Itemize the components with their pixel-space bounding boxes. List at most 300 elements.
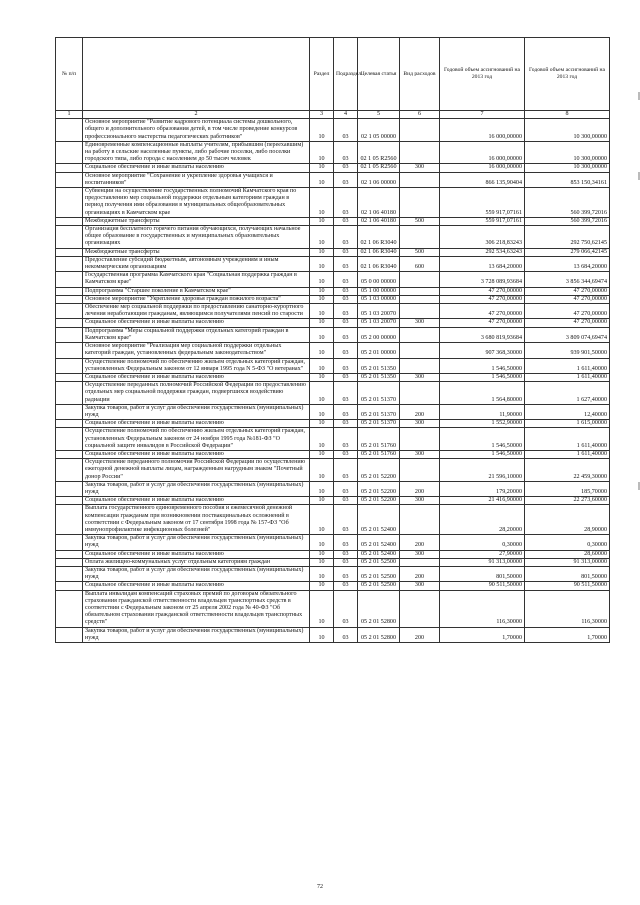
row-celevaya-cell: 02 1 05 00000 — [358, 119, 400, 142]
row-amount-2013-cell: 306 218,83243 — [440, 226, 525, 249]
row-vid-cell: 200 — [400, 566, 440, 581]
header-razdel: Раздел — [310, 38, 334, 111]
row-razdel-cell: 10 — [310, 343, 334, 358]
row-podrazdel-cell: 03 — [334, 382, 358, 405]
column-number: 5 — [358, 111, 400, 119]
row-name-cell: Основное мероприятие "Сохранение и укрепление здоровья учащихся и воспитанников" — [83, 172, 310, 187]
row-name-cell: Основное мероприятие "Развитие кадрового потенциала системы дошкольного, общего и дополнительного образования детей, в том числе проведение конкурсов профессионального мастерства педагогических работников" — [83, 119, 310, 142]
row-name-cell: Социальное обеспечение и иные выплаты населению — [83, 164, 310, 172]
row-podrazdel-cell: 03 — [334, 248, 358, 256]
table-row — [56, 566, 610, 581]
column-number: 8 — [525, 111, 610, 119]
row-number-cell — [56, 287, 83, 295]
row-razdel-cell: 10 — [310, 497, 334, 505]
row-vid-cell: 300 — [400, 550, 440, 558]
row-celevaya-cell: 02 1 06 40180 — [358, 188, 400, 218]
row-number-cell — [56, 358, 83, 373]
budget-table — [55, 37, 610, 643]
row-number-cell — [56, 256, 83, 271]
row-razdel-cell: 10 — [310, 558, 334, 566]
table-row — [56, 590, 610, 627]
row-amount-2013-cell: 13 684,20000 — [440, 256, 525, 271]
row-razdel-cell: 10 — [310, 582, 334, 590]
row-podrazdel-cell: 03 — [334, 550, 358, 558]
row-podrazdel-cell: 03 — [334, 217, 358, 225]
row-amount-2013-cell: 11,90000 — [440, 404, 525, 419]
row-amount-2014-cell: 47 270,00000 — [525, 304, 610, 319]
row-amount-2013-cell: 116,30000 — [440, 590, 525, 627]
row-name-cell: Выплата государственного единовременного пособия и ежемесячной денежной компенсации гражданам при возникновении поствакцинальных осложнений в соответствии с Федеральным законом от 17 сентября 1998 года № 157-ФЗ "Об иммунопрофилактике инфекционных болезней" — [83, 505, 310, 535]
row-number-cell — [56, 327, 83, 342]
row-celevaya-cell: 05 2 01 00000 — [358, 343, 400, 358]
row-vid-cell: 300 — [400, 164, 440, 172]
row-vid-cell: 300 — [400, 497, 440, 505]
table-row — [56, 505, 610, 535]
row-razdel-cell: 10 — [310, 256, 334, 271]
row-number-cell — [56, 226, 83, 249]
row-razdel-cell: 10 — [310, 459, 334, 482]
row-amount-2014-cell: 10 300,00000 — [525, 141, 610, 164]
row-vid-cell: 300 — [400, 450, 440, 458]
row-celevaya-cell: 05 2 01 51350 — [358, 358, 400, 373]
row-vid-cell: 600 — [400, 256, 440, 271]
row-celevaya-cell: 05 1 03 20070 — [358, 304, 400, 319]
row-celevaya-cell: 05 2 01 52500 — [358, 582, 400, 590]
row-vid-cell: 500 — [400, 217, 440, 225]
row-vid-cell: 300 — [400, 420, 440, 428]
row-amount-2014-cell: 1 611,40000 — [525, 373, 610, 381]
row-amount-2014-cell: 560 399,72016 — [525, 188, 610, 218]
row-number-cell — [56, 172, 83, 187]
row-razdel-cell: 10 — [310, 358, 334, 373]
row-name-cell: Социальное обеспечение и иные выплаты населению — [83, 319, 310, 327]
row-name-cell: Осуществление полномочий по обеспечению жильем отдельных категорий граждан, установленных Федеральным законом от 24 ноября 1995 года №181-ФЗ "О социальной защите инвалидов в Российской Федерации" — [83, 428, 310, 451]
row-razdel-cell: 10 — [310, 327, 334, 342]
row-celevaya-cell: 05 1 00 00000 — [358, 287, 400, 295]
row-celevaya-cell: 02 1 06 R3040 — [358, 226, 400, 249]
row-number-cell — [56, 497, 83, 505]
table-row — [56, 119, 610, 142]
row-name-cell: Осуществление переданных полномочий Российской Федерации по предоставлению отдельных мер социальной поддержки граждан, подвергшихся воздействию радиации — [83, 382, 310, 405]
header-num: № п/п — [56, 38, 83, 111]
row-amount-2014-cell: 3 856 344,69474 — [525, 272, 610, 287]
row-name-cell: Закупка товаров, работ и услуг для обеспечения государственных (муниципальных) нужд — [83, 481, 310, 496]
table-row — [56, 358, 610, 373]
row-number-cell — [56, 582, 83, 590]
row-number-cell — [56, 382, 83, 405]
row-podrazdel-cell: 03 — [334, 226, 358, 249]
row-podrazdel-cell: 03 — [334, 404, 358, 419]
row-name-cell: Социальное обеспечение и иные выплаты населению — [83, 582, 310, 590]
row-amount-2013-cell: 1 546,50000 — [440, 450, 525, 458]
row-amount-2014-cell: 185,70000 — [525, 481, 610, 496]
row-vid-cell — [400, 327, 440, 342]
row-razdel-cell: 10 — [310, 550, 334, 558]
row-vid-cell — [400, 226, 440, 249]
row-amount-2013-cell: 1 546,50000 — [440, 428, 525, 451]
row-celevaya-cell: 02 1 05 R2560 — [358, 164, 400, 172]
row-razdel-cell: 10 — [310, 188, 334, 218]
row-podrazdel-cell: 03 — [334, 481, 358, 496]
row-podrazdel-cell: 03 — [334, 304, 358, 319]
row-name-cell: Социальное обеспечение и иные выплаты населению — [83, 450, 310, 458]
row-razdel-cell: 10 — [310, 627, 334, 642]
row-number-cell — [56, 505, 83, 535]
row-amount-2014-cell: 292 750,62145 — [525, 226, 610, 249]
row-razdel-cell: 10 — [310, 172, 334, 187]
column-number: 6 — [400, 111, 440, 119]
page-number: 72 — [317, 884, 323, 890]
row-number-cell — [56, 141, 83, 164]
row-podrazdel-cell: 03 — [334, 450, 358, 458]
row-celevaya-cell: 05 2 01 52200 — [358, 497, 400, 505]
row-celevaya-cell: 05 1 03 20070 — [358, 319, 400, 327]
row-amount-2014-cell: 116,30000 — [525, 590, 610, 627]
row-podrazdel-cell: 03 — [334, 582, 358, 590]
row-podrazdel-cell: 03 — [334, 188, 358, 218]
row-number-cell — [56, 295, 83, 303]
table-row — [56, 535, 610, 550]
row-razdel-cell: 10 — [310, 505, 334, 535]
row-podrazdel-cell: 03 — [334, 459, 358, 482]
row-number-cell — [56, 566, 83, 581]
row-celevaya-cell: 05 2 01 52400 — [358, 550, 400, 558]
row-amount-2014-cell: 28,60000 — [525, 550, 610, 558]
row-number-cell — [56, 627, 83, 642]
row-podrazdel-cell: 03 — [334, 497, 358, 505]
row-amount-2014-cell: 90 511,50000 — [525, 582, 610, 590]
row-amount-2013-cell: 47 270,00000 — [440, 295, 525, 303]
table-row — [56, 304, 610, 319]
row-amount-2014-cell: 12,40000 — [525, 404, 610, 419]
row-amount-2013-cell: 1 552,90000 — [440, 420, 525, 428]
row-name-cell: Единовременные компенсационные выплаты учителям, прибывшим (переехавшим) на работу в сельские населенные пункты, либо рабочие поселки, либо поселки городского типа, либо города с населением до 50 тысяч человек — [83, 141, 310, 164]
row-vid-cell — [400, 287, 440, 295]
row-amount-2013-cell: 3 680 819,93684 — [440, 327, 525, 342]
row-razdel-cell: 10 — [310, 217, 334, 225]
row-celevaya-cell: 02 1 06 40180 — [358, 217, 400, 225]
row-amount-2014-cell: 1 611,40000 — [525, 358, 610, 373]
table-row — [56, 164, 610, 172]
header-year-2014: Годовой объем ассигнований на 2013 год — [525, 38, 610, 111]
table-row — [56, 287, 610, 295]
table-row — [56, 558, 610, 566]
row-amount-2013-cell: 16 000,00000 — [440, 141, 525, 164]
row-celevaya-cell: 05 2 01 52200 — [358, 459, 400, 482]
row-amount-2013-cell: 866 135,90404 — [440, 172, 525, 187]
row-name-cell: Осуществление переданного полномочия Российской Федерации по осуществлению ежегодной денежной выплаты лицам, награжденным нагрудным знаком "Почетный донор России" — [83, 459, 310, 482]
row-vid-cell — [400, 428, 440, 451]
row-celevaya-cell: 05 2 01 52200 — [358, 481, 400, 496]
row-celevaya-cell: 05 2 01 52500 — [358, 558, 400, 566]
row-podrazdel-cell: 03 — [334, 256, 358, 271]
column-number: 7 — [440, 111, 525, 119]
row-celevaya-cell: 05 2 01 51760 — [358, 428, 400, 451]
row-podrazdel-cell: 03 — [334, 428, 358, 451]
row-razdel-cell: 10 — [310, 141, 334, 164]
table-body — [56, 119, 610, 643]
row-vid-cell: 300 — [400, 582, 440, 590]
row-celevaya-cell: 05 2 00 00000 — [358, 327, 400, 342]
row-name-cell: Закупка товаров, работ и услуг для обеспечения государственных (муниципальных) нужд — [83, 404, 310, 419]
row-name-cell: Социальное обеспечение и иные выплаты населению — [83, 497, 310, 505]
row-celevaya-cell: 05 2 01 52800 — [358, 590, 400, 627]
row-amount-2014-cell: 47 270,00000 — [525, 319, 610, 327]
row-number-cell — [56, 304, 83, 319]
row-celevaya-cell: 05 2 01 52400 — [358, 535, 400, 550]
row-name-cell: Межбюджетные трансферты — [83, 217, 310, 225]
row-amount-2014-cell: 1 615,00000 — [525, 420, 610, 428]
row-amount-2013-cell: 0,30000 — [440, 535, 525, 550]
row-podrazdel-cell: 03 — [334, 119, 358, 142]
row-podrazdel-cell: 03 — [334, 373, 358, 381]
row-amount-2013-cell: 27,90000 — [440, 550, 525, 558]
row-name-cell: Социальное обеспечение и иные выплаты населению — [83, 420, 310, 428]
row-name-cell: Основное мероприятие "Реализация мер социальной поддержки отдельных категорий граждан, установленных федеральным законодательством" — [83, 343, 310, 358]
row-vid-cell — [400, 188, 440, 218]
table-row — [56, 188, 610, 218]
row-celevaya-cell: 05 2 01 52800 — [358, 627, 400, 642]
row-name-cell: Социальное обеспечение и иные выплаты населению — [83, 373, 310, 381]
row-razdel-cell: 10 — [310, 295, 334, 303]
row-name-cell: Закупка товаров, работ и услуг для обеспечения государственных (муниципальных) нужд — [83, 535, 310, 550]
table-row — [56, 226, 610, 249]
row-number-cell — [56, 558, 83, 566]
row-amount-2013-cell: 292 534,63243 — [440, 248, 525, 256]
row-name-cell: Закупка товаров, работ и услуг для обеспечения государственных (муниципальных) нужд — [83, 627, 310, 642]
row-vid-cell — [400, 343, 440, 358]
row-razdel-cell: 10 — [310, 404, 334, 419]
row-amount-2014-cell: 10 300,00000 — [525, 119, 610, 142]
table-row — [56, 627, 610, 642]
table-row — [56, 272, 610, 287]
row-number-cell — [56, 535, 83, 550]
row-amount-2014-cell: 22 273,60000 — [525, 497, 610, 505]
row-amount-2014-cell: 1 611,40000 — [525, 450, 610, 458]
row-vid-cell — [400, 119, 440, 142]
row-number-cell — [56, 428, 83, 451]
table-row — [56, 172, 610, 187]
row-amount-2014-cell: 0,30000 — [525, 535, 610, 550]
header-celevaya-statya: Целевая статья — [358, 38, 400, 111]
table-row — [56, 248, 610, 256]
column-number: 2 — [83, 111, 310, 119]
table-row — [56, 404, 610, 419]
row-name-cell: Подпрограмма "Меры социальной поддержки отдельных категорий граждан в Камчатском крае" — [83, 327, 310, 342]
column-number-row — [56, 111, 610, 119]
row-vid-cell — [400, 304, 440, 319]
row-podrazdel-cell: 03 — [334, 295, 358, 303]
row-amount-2013-cell: 16 000,00000 — [440, 164, 525, 172]
row-amount-2013-cell: 3 728 089,93684 — [440, 272, 525, 287]
row-celevaya-cell: 05 2 01 51370 — [358, 382, 400, 405]
row-amount-2013-cell: 559 917,07161 — [440, 217, 525, 225]
row-podrazdel-cell: 03 — [334, 319, 358, 327]
row-amount-2013-cell: 16 000,00000 — [440, 119, 525, 142]
header-podrazdel: Подраздел — [334, 38, 358, 111]
row-razdel-cell: 10 — [310, 450, 334, 458]
row-amount-2013-cell: 907 368,30000 — [440, 343, 525, 358]
row-number-cell — [56, 373, 83, 381]
row-number-cell — [56, 217, 83, 225]
row-number-cell — [56, 119, 83, 142]
row-razdel-cell: 10 — [310, 428, 334, 451]
row-vid-cell — [400, 382, 440, 405]
row-vid-cell: 200 — [400, 627, 440, 642]
row-name-cell: Обеспечение мер социальной поддержки по предоставлению санаторно-курортного лечения неработающим гражданам, являющимся получателями пенсий по старости — [83, 304, 310, 319]
row-number-cell — [56, 590, 83, 627]
row-number-cell — [56, 343, 83, 358]
row-razdel-cell: 10 — [310, 590, 334, 627]
row-number-cell — [56, 272, 83, 287]
column-number: 3 — [310, 111, 334, 119]
row-podrazdel-cell: 03 — [334, 141, 358, 164]
row-razdel-cell: 10 — [310, 287, 334, 295]
table-row — [56, 550, 610, 558]
table-row — [56, 459, 610, 482]
row-razdel-cell: 10 — [310, 248, 334, 256]
row-amount-2013-cell: 28,20000 — [440, 505, 525, 535]
row-celevaya-cell: 05 2 01 51370 — [358, 420, 400, 428]
row-amount-2014-cell: 3 809 074,69474 — [525, 327, 610, 342]
row-razdel-cell: 10 — [310, 226, 334, 249]
row-celevaya-cell: 05 0 00 00000 — [358, 272, 400, 287]
table-row — [56, 319, 610, 327]
row-celevaya-cell: 02 1 06 R3040 — [358, 248, 400, 256]
row-podrazdel-cell: 03 — [334, 327, 358, 342]
row-number-cell — [56, 248, 83, 256]
table-row — [56, 582, 610, 590]
row-vid-cell — [400, 272, 440, 287]
row-vid-cell: 200 — [400, 404, 440, 419]
row-razdel-cell: 10 — [310, 535, 334, 550]
row-number-cell — [56, 459, 83, 482]
row-razdel-cell: 10 — [310, 481, 334, 496]
row-podrazdel-cell: 03 — [334, 164, 358, 172]
row-amount-2014-cell: 939 901,50000 — [525, 343, 610, 358]
row-podrazdel-cell: 03 — [334, 627, 358, 642]
row-celevaya-cell: 02 1 05 R2560 — [358, 141, 400, 164]
row-amount-2014-cell: 28,90000 — [525, 505, 610, 535]
table-row — [56, 327, 610, 342]
row-vid-cell: 200 — [400, 535, 440, 550]
table-row — [56, 450, 610, 458]
row-razdel-cell: 10 — [310, 382, 334, 405]
row-amount-2014-cell: 22 459,30000 — [525, 459, 610, 482]
row-amount-2014-cell: 13 684,20000 — [525, 256, 610, 271]
row-name-cell: Социальное обеспечение и иные выплаты населению — [83, 550, 310, 558]
row-number-cell — [56, 164, 83, 172]
row-name-cell: Выплата инвалидам компенсаций страховых премий по договорам обязательного страхования гражданской ответственности владельцев транспортных средств в соответствии с Федеральным законом от 25 апреля 2002 года № 40-ФЗ "Об обязательном страховании гражданской ответственности владельцев транспортных средств" — [83, 590, 310, 627]
row-amount-2013-cell: 801,50000 — [440, 566, 525, 581]
row-podrazdel-cell: 03 — [334, 343, 358, 358]
row-celevaya-cell: 05 2 01 52400 — [358, 505, 400, 535]
row-amount-2014-cell: 279 066,42145 — [525, 248, 610, 256]
table-row — [56, 373, 610, 381]
row-podrazdel-cell: 03 — [334, 505, 358, 535]
row-amount-2013-cell: 1 564,80000 — [440, 382, 525, 405]
row-amount-2014-cell: 1,70000 — [525, 627, 610, 642]
table-row — [56, 256, 610, 271]
row-podrazdel-cell: 03 — [334, 535, 358, 550]
header-year-2013: Годовой объем ассигнований на 2013 год — [440, 38, 525, 111]
row-vid-cell — [400, 558, 440, 566]
row-vid-cell: 300 — [400, 373, 440, 381]
header-name — [83, 38, 310, 111]
row-amount-2013-cell: 1,70000 — [440, 627, 525, 642]
header-vid-rashodov: Вид расходов — [400, 38, 440, 111]
row-amount-2013-cell: 21 416,90000 — [440, 497, 525, 505]
row-number-cell — [56, 319, 83, 327]
row-vid-cell: 200 — [400, 481, 440, 496]
row-amount-2014-cell: 47 270,00000 — [525, 287, 610, 295]
row-celevaya-cell: 05 2 01 51370 — [358, 404, 400, 419]
row-celevaya-cell: 05 2 01 51760 — [358, 450, 400, 458]
row-amount-2013-cell: 47 270,00000 — [440, 287, 525, 295]
column-number: 4 — [334, 111, 358, 119]
row-vid-cell: 300 — [400, 319, 440, 327]
row-vid-cell — [400, 141, 440, 164]
row-name-cell: Оплата жилищно-коммунальных услуг отдельным категориям граждан — [83, 558, 310, 566]
row-name-cell: Закупка товаров, работ и услуг для обеспечения государственных (муниципальных) нужд — [83, 566, 310, 581]
row-razdel-cell: 10 — [310, 304, 334, 319]
row-amount-2013-cell: 1 546,50000 — [440, 373, 525, 381]
row-name-cell: Субвенции на осуществление государственных полномочий Камчатского края по предоставлению мер социальной поддержки отдельным категориям граждан в период получения ими образования в муниципальных общеобразовательных организациях в Камчатском крае — [83, 188, 310, 218]
row-razdel-cell: 10 — [310, 319, 334, 327]
row-name-cell: Государственная программа Камчатского края "Социальная поддержка граждан в Камчатском крае" — [83, 272, 310, 287]
row-amount-2014-cell: 47 270,00000 — [525, 295, 610, 303]
row-number-cell — [56, 481, 83, 496]
row-name-cell: Организация бесплатного горячего питания обучающихся, получающих начальное общее образование в государственных и муниципальных образовательных организациях — [83, 226, 310, 249]
row-razdel-cell: 10 — [310, 164, 334, 172]
row-vid-cell — [400, 295, 440, 303]
row-number-cell — [56, 404, 83, 419]
row-amount-2013-cell: 179,20000 — [440, 481, 525, 496]
table-row — [56, 428, 610, 451]
row-amount-2013-cell: 47 270,00000 — [440, 304, 525, 319]
table-row — [56, 481, 610, 496]
row-amount-2014-cell: 10 300,00000 — [525, 164, 610, 172]
row-number-cell — [56, 188, 83, 218]
row-amount-2014-cell: 560 399,72016 — [525, 217, 610, 225]
row-podrazdel-cell: 03 — [334, 558, 358, 566]
table-row — [56, 382, 610, 405]
row-amount-2013-cell: 21 596,10000 — [440, 459, 525, 482]
row-vid-cell — [400, 505, 440, 535]
row-amount-2014-cell: 91 313,00000 — [525, 558, 610, 566]
row-vid-cell — [400, 172, 440, 187]
row-amount-2013-cell: 47 270,00000 — [440, 319, 525, 327]
row-razdel-cell: 10 — [310, 373, 334, 381]
row-amount-2014-cell: 1 627,40000 — [525, 382, 610, 405]
table-row — [56, 497, 610, 505]
row-celevaya-cell: 05 2 01 52500 — [358, 566, 400, 581]
column-number: 1 — [56, 111, 83, 119]
table-row — [56, 141, 610, 164]
row-celevaya-cell: 05 1 03 00000 — [358, 295, 400, 303]
row-vid-cell — [400, 358, 440, 373]
row-number-cell — [56, 450, 83, 458]
row-celevaya-cell: 05 2 01 51350 — [358, 373, 400, 381]
row-number-cell — [56, 550, 83, 558]
row-amount-2014-cell: 801,50000 — [525, 566, 610, 581]
row-vid-cell: 500 — [400, 248, 440, 256]
row-podrazdel-cell: 03 — [334, 272, 358, 287]
table-header-row — [56, 38, 610, 111]
table-row — [56, 420, 610, 428]
row-name-cell: Межбюджетные трансферты — [83, 248, 310, 256]
table-row — [56, 217, 610, 225]
